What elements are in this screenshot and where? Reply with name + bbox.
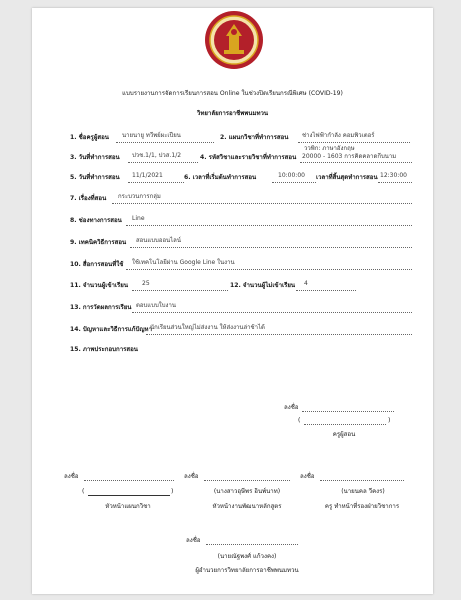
right-role: ครู ทำหน้าที่รองฝ่ายวิชาการ (324, 503, 400, 510)
problem-value: นักเรียนส่วนใหญ่ไม่ส่งงาน ให้ส่งงานล่าช้าได้ (150, 324, 265, 331)
end-time-line (378, 182, 412, 183)
left-sign-line (84, 480, 174, 481)
subject-value-1: ววพิก: ภาษาอังกฤษ (304, 145, 355, 152)
class-value: ปวช.1/1, ปวส.1/2 (132, 152, 182, 159)
teacher-name-open-paren: ( (298, 417, 301, 424)
middle-role: หัวหน้างานพัฒนาหลักสูตร (212, 503, 282, 510)
report-title: แบบรายงานการจัดการเรียนการสอน Online ในช่วงปิดเรียนกรณีพิเศษ (COVID-19) (122, 90, 343, 97)
attendees-line (132, 290, 228, 291)
director-sign-line (206, 544, 298, 545)
right-sign-line (320, 480, 404, 481)
class-line (128, 162, 198, 163)
department-value: ช่างไฟฟ้ากำลัง คอมพิวเตอร์ (302, 132, 375, 139)
teacher-name-value: นายนายู ทวีพย์ผะเปียน (122, 132, 181, 139)
attendees-value: 25 (142, 280, 150, 287)
channel-line (126, 225, 412, 226)
teacher-name-line (116, 142, 214, 143)
department-line (298, 142, 410, 143)
right-sign-prefix: ลงชื่อ (300, 473, 315, 480)
teacher-role: ครูผู้สอน (332, 431, 356, 438)
teacher-name-close-paren: ) (388, 417, 391, 424)
left-name-line (88, 495, 170, 496)
topic-value: กระบวนการกลุ่ม (118, 193, 161, 200)
left-role: หัวหน้าแผนกวิชา (105, 503, 151, 510)
middle-sign-prefix: ลงชื่อ (184, 473, 199, 480)
problem-label: 14. ปัญหาและวิธีการแก้ปัญหา (70, 326, 152, 333)
middle-sign-line (204, 480, 290, 481)
director-name: (นายณัฐพงศ์ แก้วงคง) (217, 553, 277, 560)
topic-line (112, 203, 412, 204)
date-label: 5. วันที่ทำการสอน (70, 174, 120, 181)
left-name-close-paren: ) (171, 488, 174, 495)
subject-value-2: 20000 - 1603 การคิดคลาดกีบนาม (302, 153, 397, 160)
teacher-sign-line (302, 411, 394, 412)
college-emblem-logo (204, 10, 264, 70)
photos-label: 15. ภาพประกอบการสอน (70, 346, 138, 353)
report-page (32, 8, 433, 594)
media-line (126, 269, 412, 270)
evaluation-value: ตอบแบบใบงาน (136, 302, 176, 309)
attendees-label: 11. จำนวนผู้เข้าเรียน (70, 282, 128, 289)
start-time-line (272, 182, 316, 183)
director-role: ผู้อำนวยการวิทยาลัยการอาชีพพนมทวน (195, 567, 299, 574)
end-time-label: เวลาที่สิ้นสุดทำการสอน (316, 174, 378, 181)
middle-name: (นางสาวอุษีพร อินพ์นาท) (213, 488, 281, 495)
channel-label: 8. ช่องทางการสอน (70, 217, 122, 224)
start-time-value: 10:00:00 (278, 172, 305, 179)
teacher-name-label: 1. ชื่อครูผู้สอน (70, 134, 109, 141)
evaluation-line (132, 312, 412, 313)
left-name-open-paren: ( (82, 488, 85, 495)
department-label: 2. แผนกวิชาที่ทำการสอน (220, 134, 289, 141)
technique-value: สอนแบบออนไลน์ (136, 237, 181, 244)
teacher-sign-prefix: ลงชื่อ (284, 404, 299, 411)
evaluation-label: 13. การวัดผลการเรียน (70, 304, 132, 311)
technique-label: 9. เทคนิควิธีการสอน (70, 239, 127, 246)
media-value: ใช้เทคโนโลยีผ่าน Google Line ในงาน (132, 259, 235, 266)
channel-value: Line (132, 215, 145, 222)
teacher-name-line (304, 424, 386, 425)
director-sign-prefix: ลงชื่อ (186, 537, 201, 544)
technique-line (130, 247, 412, 248)
topic-label: 7. เรื่องที่สอน (70, 195, 107, 202)
right-name: (นายนคล วีคงร) (341, 488, 385, 495)
college-name: วิทยาลัยการอาชีพพนมทวน (196, 110, 269, 117)
class-label: 3. วันที่ทำการสอน (70, 154, 120, 161)
absentees-value: 4 (304, 280, 308, 287)
left-sign-prefix: ลงชื่อ (64, 473, 79, 480)
date-line (128, 182, 184, 183)
subject-line (300, 162, 412, 163)
start-time-label: 6. เวลาที่เริ่มต้นทำการสอน (184, 174, 257, 181)
absentees-label: 12. จำนวนผู้ไม่เข้าเรียน (230, 282, 296, 289)
subject-label: 4. รหัสวิชาและรายวิชาที่ทำการสอน (200, 154, 297, 161)
media-label: 10. สื่อการสอนที่ใช้ (70, 261, 124, 268)
end-time-value: 12:30:00 (380, 172, 407, 179)
date-value: 11/1/2021 (132, 172, 163, 179)
absentees-line (296, 290, 356, 291)
problem-line (146, 334, 412, 335)
